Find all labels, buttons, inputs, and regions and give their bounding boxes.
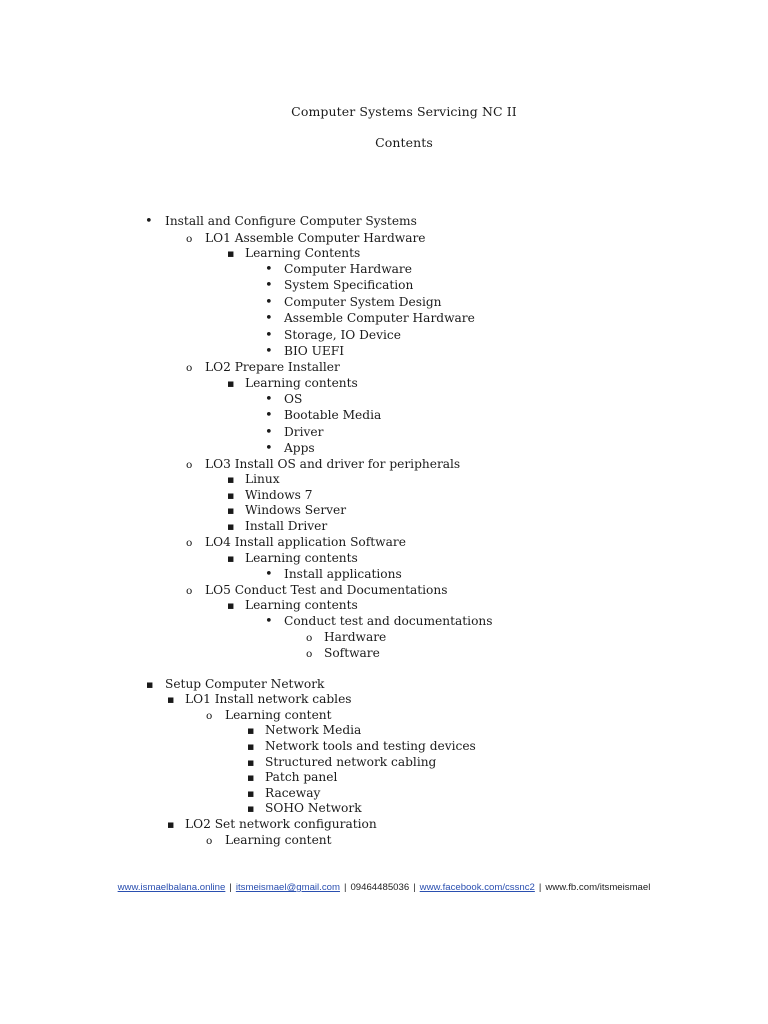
bullet-icon bbox=[247, 769, 254, 786]
bullet-icon bbox=[227, 518, 234, 535]
bullet-icon bbox=[247, 738, 254, 755]
outline-item: Network tools and testing devices bbox=[265, 739, 476, 753]
email-link[interactable]: itsmeismael@gmail.com bbox=[235, 882, 340, 893]
bullet-icon bbox=[265, 277, 273, 294]
outline-item: LO4 Install application Software bbox=[205, 535, 406, 549]
bullet-icon bbox=[206, 707, 212, 724]
page-footer: www.ismaelbalana.online | itsmeismael@gmail.com | 09464485036 | www.facebook.com/cssnc2 | www.fb.com/itsmeismael bbox=[117, 882, 651, 893]
phone-number: 09464485036 bbox=[350, 882, 410, 893]
facebook-link[interactable]: www.facebook.com/cssnc2 bbox=[419, 882, 535, 893]
outline-item: OS bbox=[284, 392, 303, 406]
outline-item: Install Driver bbox=[245, 519, 328, 533]
bullet-icon bbox=[265, 261, 273, 278]
website-link[interactable]: www.ismaelbalana.online bbox=[117, 882, 226, 893]
bullet-icon bbox=[265, 294, 273, 311]
outline-item: Software bbox=[324, 646, 380, 660]
bullet-icon bbox=[247, 800, 254, 817]
bullet-icon bbox=[265, 343, 273, 360]
bullet-icon bbox=[186, 582, 192, 599]
outline-item: System Specification bbox=[284, 278, 414, 292]
bullet-icon bbox=[186, 534, 192, 551]
bullet-icon bbox=[167, 816, 174, 833]
outline-item: Storage, IO Device bbox=[284, 328, 401, 342]
outline-item: Learning content bbox=[225, 708, 332, 722]
outline-item: Assemble Computer Hardware bbox=[284, 311, 475, 325]
outline-item: LO2 Prepare Installer bbox=[205, 360, 340, 374]
contents-heading: Contents bbox=[375, 135, 433, 150]
bullet-icon bbox=[265, 424, 273, 441]
outline-item: LO5 Conduct Test and Documentations bbox=[205, 583, 448, 597]
bullet-icon bbox=[265, 440, 273, 457]
outline-item: BIO UEFI bbox=[284, 344, 345, 358]
outline-item: Install and Configure Computer Systems bbox=[165, 214, 417, 228]
fb-short-link: www.fb.com/itsmeismael bbox=[545, 882, 651, 893]
outline-item: Driver bbox=[284, 425, 324, 439]
bullet-icon bbox=[206, 832, 212, 849]
bullet-icon bbox=[265, 613, 273, 630]
bullet-icon bbox=[227, 550, 234, 567]
bullet-icon bbox=[186, 230, 192, 247]
outline-item: Patch panel bbox=[265, 770, 338, 784]
outline-item: SOHO Network bbox=[265, 801, 362, 815]
outline-item: Learning contents bbox=[245, 551, 358, 565]
outline-item: Learning contents bbox=[245, 376, 358, 390]
bullet-icon bbox=[247, 722, 254, 739]
bullet-icon bbox=[186, 456, 192, 473]
bullet-icon bbox=[167, 691, 174, 708]
outline-item: Structured network cabling bbox=[265, 755, 437, 769]
outline-item: Install applications bbox=[284, 567, 402, 581]
bullet-icon bbox=[186, 359, 192, 376]
bullet-icon bbox=[227, 502, 234, 519]
bullet-icon bbox=[265, 327, 273, 344]
outline-item: LO1 Install network cables bbox=[185, 692, 352, 706]
document-title: Computer Systems Servicing NC II bbox=[291, 104, 517, 119]
outline-item: Computer System Design bbox=[284, 295, 442, 309]
outline-item: Learning contents bbox=[245, 598, 358, 612]
outline-item: Raceway bbox=[265, 786, 321, 800]
bullet-icon bbox=[146, 676, 153, 693]
bullet-icon bbox=[265, 566, 273, 583]
bullet-icon bbox=[227, 597, 234, 614]
outline-item: LO3 Install OS and driver for peripherals bbox=[205, 457, 461, 471]
outline-item: Hardware bbox=[324, 630, 387, 644]
outline-item: Learning Contents bbox=[245, 246, 361, 260]
bullet-icon bbox=[227, 471, 234, 488]
bullet-icon bbox=[306, 629, 312, 646]
outline-item: Network Media bbox=[265, 723, 362, 737]
bullet-icon bbox=[145, 213, 153, 230]
outline-item: Linux bbox=[245, 472, 280, 486]
bullet-icon bbox=[265, 407, 273, 424]
outline-item: LO2 Set network configuration bbox=[185, 817, 377, 831]
bullet-icon bbox=[265, 310, 273, 327]
bullet-icon bbox=[227, 375, 234, 392]
bullet-icon bbox=[306, 645, 312, 662]
bullet-icon bbox=[227, 245, 234, 262]
outline-item: Bootable Media bbox=[284, 408, 382, 422]
outline-item: Learning content bbox=[225, 833, 332, 847]
bullet-icon bbox=[265, 391, 273, 408]
outline-item: Setup Computer Network bbox=[165, 677, 325, 691]
outline-item: Apps bbox=[284, 441, 315, 455]
outline-item: Windows Server bbox=[245, 503, 347, 517]
outline-item: LO1 Assemble Computer Hardware bbox=[205, 231, 426, 245]
outline-item: Computer Hardware bbox=[284, 262, 412, 276]
outline-item: Conduct test and documentations bbox=[284, 614, 493, 628]
outline-item: Windows 7 bbox=[245, 488, 313, 502]
